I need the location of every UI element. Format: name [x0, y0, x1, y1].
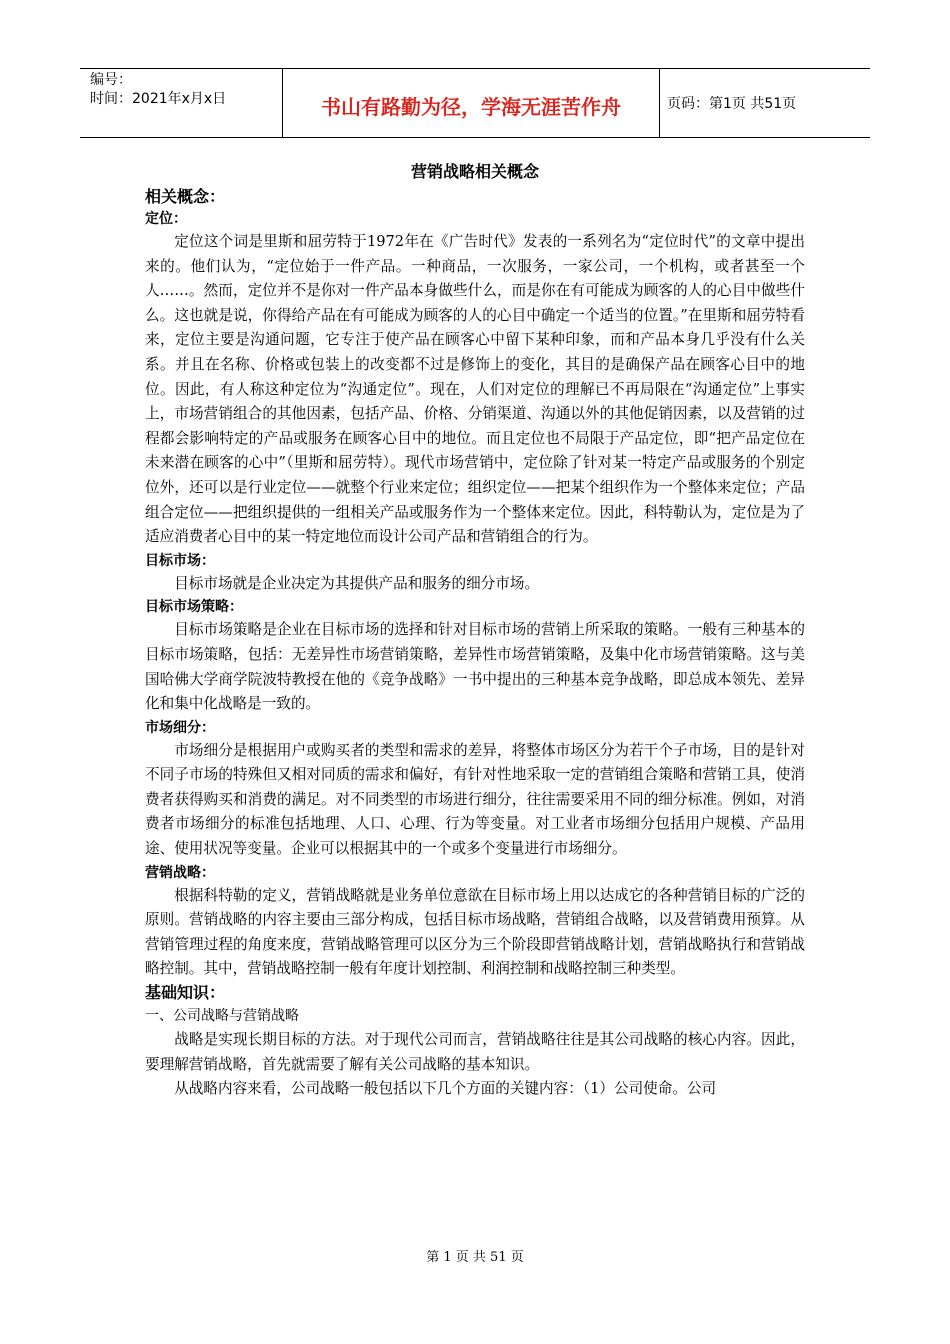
- page-footer: 第 1 页 共 51 页: [426, 1250, 524, 1265]
- heading-positioning: 定位：: [145, 211, 187, 227]
- paragraph-positioning: 定位这个词是里斯和屈劳特于1972年在《广告时代》发表的一系列名为“定位时代”的文章中提出来的。他们认为，“定位始于一件产品。一种商品，一次服务，一家公司，一个机构，或者甚至一个人……。然而，定位并不是你对一件产品本身做些什么，而是你在有可能成为顾客的人的心目中做些什么。这也就是说，你得给产品在有可能成为顾客的人的心目中确定一个适当的位置。”在里斯和屈劳特看来，定位主要是沟通问题，它专注于使产品在顾客心中留下某种印象，而和产品本身几乎没有什么关系。并且在名称、价格或包装上的改变都不过是修饰上的变化，其目的是确保产品在顾客心目中的地位。因此，有人称这种定位为“沟通定位”。现在，人们对定位的理解已不再局限在“沟通定位”上事实上，市场营销组合的其他因素，包括产品、价格、分销渠道、沟通以外的其他促销因素，以及营销的过程都会影响特定的产品或服务在顾客心目中的地位。而且定位也不局限于产品定位，即“把产品定位在未来潜在顾客的心中”（里斯和屈劳特）。现代市场营销中，定位除了针对某一特定产品或服务的个别定位外，还可以是行业定位——就整个行业来定位；组织定位——把某个组织作为一个整体来定位；产品组合定位——把组织提供的一组相关产品或服务作为一个整体来定位。因此，科特勒认为，定位是为了适应消费者心目中的某一特定地位而设计公司产品和营销组合的行为。: [145, 233, 805, 546]
- paragraph-target-market-strategy: 目标市场策略是企业在目标市场的选择和针对目标市场的营销上所采取的策略。一般有三种基本的目标市场策略，包括：无差异性市场营销策略，差异性市场营销策略，及集中化市场营销策略。这与美国哈佛大学商学院波特教授在他的《竞争战略》一书中提出的三种基本竞争战略，即总成本领先、差异化和集中化战略是一致的。: [145, 621, 805, 713]
- heading-segmentation: 市场细分：: [145, 719, 215, 736]
- header-meta: [90, 71, 280, 109]
- section-heading-concepts: 相关概念：: [145, 187, 226, 206]
- page-header: [80, 68, 870, 138]
- header-motto: 书山有路勤为径，学海无涯苦作舟: [321, 95, 621, 119]
- document-body: [145, 160, 805, 1102]
- document-title: 营销战略相关概念: [410, 162, 539, 181]
- paragraph-marketing-strategy: 根据科特勒的定义，营销战略就是业务单位意欲在目标市场上用以达成它的各种营销目标的广泛的原则。营销战略的内容主要由三部分构成，包括目标市场战略，营销组合战略，以及营销费用预算。从营销管理过程的角度来度，营销战略管理可以区分为三个阶段即营销战略计划，营销战略执行和营销战略控制。其中，营销战略控制一般有年度计划控制、利润控制和战略控制三种类型。: [145, 886, 805, 978]
- paragraph-subsection-1: 战略是实现长期目标的方法。对于现代公司而言，营销战略往往是其公司战略的核心内容。因此，要理解营销战略，首先就需要了解有关公司战略的基本知识。: [145, 1031, 805, 1073]
- number-label: 编号：: [90, 72, 132, 88]
- paragraph-target-market: 目标市场就是企业决定为其提供产品和服务的细分市场。: [174, 574, 540, 592]
- time-label: 时间：2021年x月x日: [90, 91, 227, 107]
- paragraph-segmentation: 市场细分是根据用户或购买者的类型和需求的差异，将整体市场区分为若干个子市场，目的是针对不同子市场的特殊但又相对同质的需求和偏好，有针对性地采取一定的营销组合策略和营销工具，使消费者获得购买和消费的满足。对不同类型的市场进行细分，往往需要采用不同的细分标准。例如，对消费者市场细分的标准包括地理、人口、心理、行为等变量。对工业者市场细分包括用户规模、产品用途、使用状况等变量。企业可以根据其中的一个或多个变量进行市场细分。: [145, 741, 805, 858]
- subsection-heading: 一、公司战略与营销战略: [145, 1008, 299, 1025]
- section-heading-basics: 基础知识：: [145, 983, 226, 1003]
- heading-target-market: 目标市场：: [145, 552, 215, 569]
- heading-marketing-strategy: 营销战略：: [145, 864, 215, 881]
- header-page-info: 页码：第1页 共51页: [667, 96, 797, 112]
- header-motto-cell: [282, 69, 660, 137]
- paragraph-subsection-2: 从战略内容来看，公司战略一般包括以下几个方面的关键内容：（1）公司使命。公司: [174, 1080, 717, 1098]
- heading-target-market-strategy: 目标市场策略：: [145, 599, 243, 616]
